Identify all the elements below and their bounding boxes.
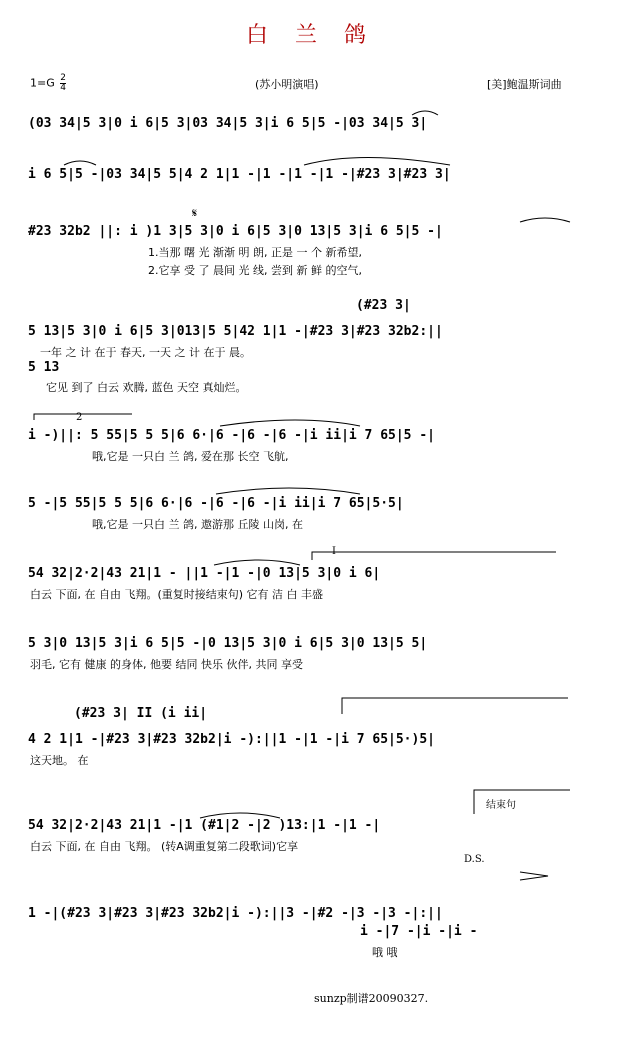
slur	[520, 218, 570, 222]
notation-row: 5 3|0 13|5 3|i 6 5|5 -|0 13|5 3|0 i 6|5 3|0 13|5 5|	[28, 636, 428, 651]
composer-credit: [美]鲍温斯词曲	[487, 78, 562, 91]
notation-row: 54 32|2·2|43 21|1 -|1 (#1|2 -|2 )13:|1 -|1 -|	[28, 818, 381, 833]
volta-number: 2	[76, 412, 83, 423]
key-label: 1=G	[30, 76, 55, 90]
lyric-line: 2.它享 受 了 晨间 光 线, 尝到 新 鲜 的空气,	[148, 264, 362, 277]
notation-row: i 6 5|5 -|03 34|5 5|4 2 1|1 -|1 -|1 -|1 -|#23 3|#23 3|	[28, 167, 451, 182]
ending-bracket	[474, 790, 570, 814]
lyric-line: 一年 之 计 在于 春天, 一天 之 计 在于 晨。	[40, 346, 251, 359]
time-bottom: 4	[60, 83, 66, 93]
volta-notes: (#23 3|	[356, 298, 411, 313]
lyric-line: 1.当那 曙 光 渐渐 明 朗, 正是 一 个 新希望,	[148, 246, 362, 259]
notation-row: 1 -|(#23 3|#23 3|#23 32b2|i -):||3 -|#2 -|3 -|3 -|:||	[28, 906, 443, 921]
slur	[64, 161, 96, 165]
notation-row: 5 13|5 3|0 i 6|5 3|013|5 5|42 1|1 -|#23 3|#23 32b2:||	[28, 324, 443, 339]
ending-label: 结束句	[486, 800, 516, 811]
page-title: 白 兰 鸽	[246, 23, 376, 48]
singer-credit: (苏小明演唱)	[255, 78, 319, 91]
slur	[200, 813, 280, 818]
slur	[214, 560, 300, 565]
lyric-line: 白云 下面, 在 自由 飞翔。(重复时接结束句) 它有 洁 白 丰盛	[30, 588, 324, 601]
volta-bracket	[312, 552, 556, 560]
notation-row: 54 32|2·2|43 21|1 - ||1 -|1 -|0 13|5 3|0 i 6|	[28, 566, 381, 581]
notation-row: i -)||: 5 55|5 5 5|6 6·|6 -|6 -|6 -|i ii|i 7 65|5 -|	[28, 428, 435, 443]
lower-voice: i -|7 -|i -|i -	[360, 924, 478, 939]
lyric-line: 羽毛, 它有 健康 的身体, 他要 结同 快乐 伙伴, 共同 享受	[30, 658, 303, 671]
time-top: 2	[60, 73, 66, 83]
slur	[220, 420, 360, 426]
slur	[412, 111, 438, 115]
lyric-line: 哦 哦	[372, 946, 398, 959]
notation-row: 5 -|5 55|5 5 5|6 6·|6 -|6 -|6 -|i ii|i 7 65|5·5|	[28, 496, 404, 511]
footer-credit: sunzp制谱20090327.	[314, 992, 429, 1005]
segno-sign: 𝄋	[192, 206, 198, 220]
notation-row: 4 2 1|1 -|#23 3|#23 32b2|i -):||1 -|1 -|i 7 65|5·)5|	[28, 732, 435, 747]
notation-row: #23 32b2 ||: i )1 3|5 3|0 i 6|5 3|0 13|5 3|i 6 5|5 -|	[28, 224, 443, 239]
lyric-line: 白云 下面, 在 自由 飞翔。 (转A调重复第二段歌词)它享	[30, 840, 299, 853]
volta-bracket	[342, 698, 568, 714]
lyric-line: 哦,它是 一只白 兰 鸽, 爱在那 长空 飞航,	[92, 450, 289, 463]
slur	[304, 158, 450, 166]
notation-row: (03 34|5 3|0 i 6|5 3|03 34|5 3|i 6 5|5 -|03 34|5 3|	[28, 116, 428, 131]
volta-bracket	[34, 414, 132, 420]
lyric-line: 这天地。 在	[30, 754, 89, 767]
slur	[216, 488, 360, 494]
dal-segno: D.S.	[464, 854, 485, 865]
lyric-line: 它见 到了 白云 欢腾, 蓝色 天空 真灿烂。	[46, 381, 247, 394]
volta-notes: (#23 3| II (i ii|	[74, 706, 208, 721]
alt-notes: 5 13	[28, 360, 60, 375]
lyric-line: 哦,它是 一只白 兰 鸽, 遨游那 丘陵 山岗, 在	[92, 518, 303, 531]
crescendo	[520, 872, 548, 880]
volta-label: I	[332, 546, 336, 557]
